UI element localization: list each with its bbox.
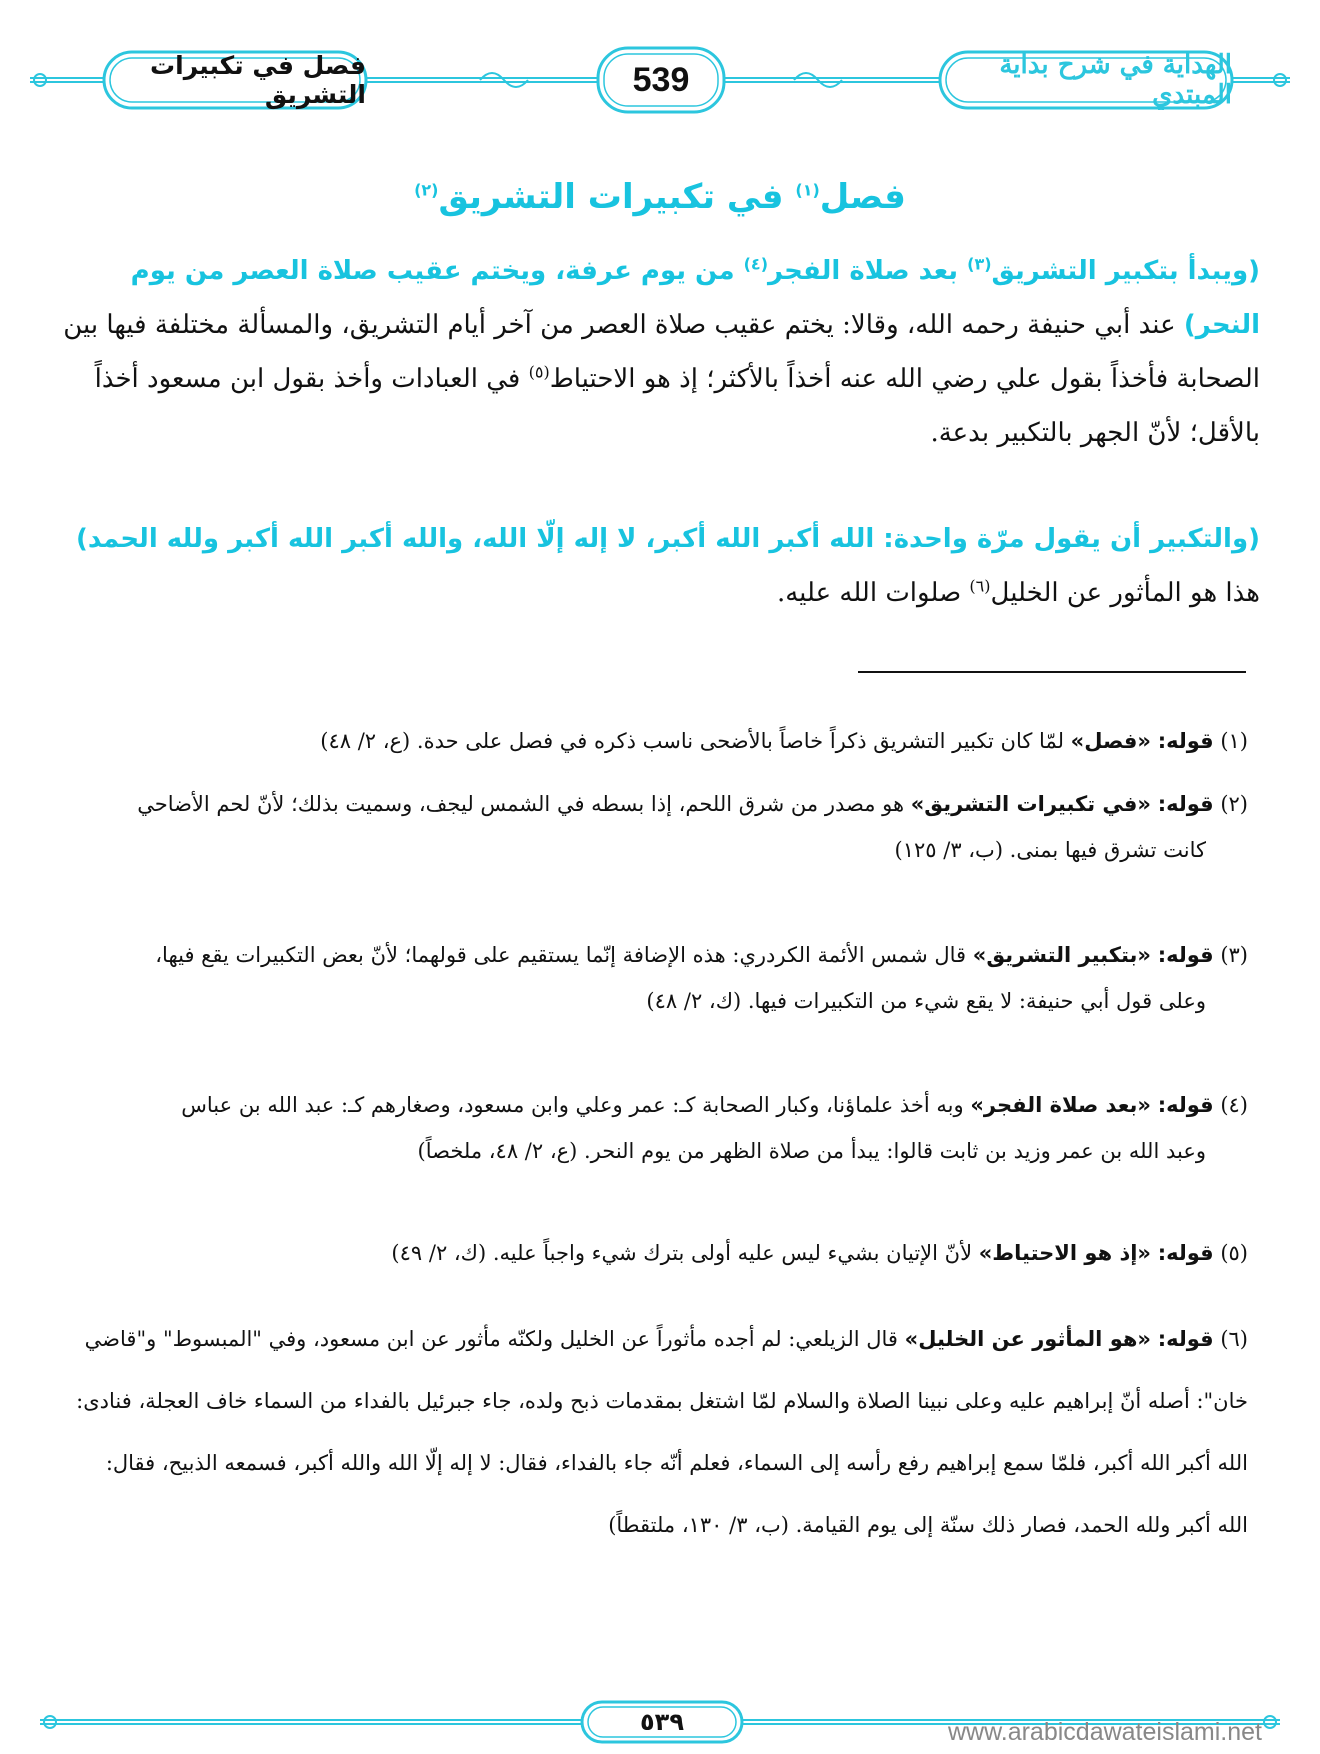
footnote-term: «فصل»: [1070, 729, 1151, 753]
matn-text-1c: من يوم عرفة، ويختم عقيب صلاة العصر من يوم النحر): [130, 256, 1260, 340]
footnote-text: قال الزيلعي: لم أجده مأثوراً عن الخليل ولكنّه مأثور عن ابن مسعود، وفي "المبسوط": [162, 1327, 905, 1351]
website-link[interactable]: www.arabicdawateislami.net: [947, 1718, 1262, 1746]
footnote-text: قال شمس الأئمة الكردري: هذه الإضافة إنّما يستقيم على قولهما؛ لأنّ بعض التكبيرات يقع فيها،: [155, 943, 973, 967]
header-book-title: الهداية في شرح بداية المبتدي: [999, 50, 1232, 110]
footnote-continuation: كانت تشرق فيها بمنى. (ب، ٣/ ١٢٥): [894, 838, 1206, 862]
sharh-text-2a: هذا هو المأثور عن الخليل: [990, 578, 1260, 608]
footnote-text: لمّا كان تكبير التشريق ذكراً خاصاً بالأضحى ناسب ذكره في فصل على حدة. (ع، ٢/ ٤٨): [320, 729, 1071, 753]
footnote-ref-5[interactable]: (٥): [528, 362, 550, 382]
footnote-number: (٦): [1220, 1327, 1248, 1351]
section-title: [60, 172, 1260, 222]
footnote-3: [70, 940, 1248, 1016]
footnote-6: [70, 1308, 1248, 1556]
footnote-separator: [858, 671, 1246, 673]
footnote-ref-2[interactable]: (٢): [414, 180, 439, 200]
footnote-number: (١): [1220, 729, 1248, 753]
footnote-2: [70, 789, 1248, 865]
footnote-term: «بتكبير التشريق»: [972, 943, 1151, 967]
footnote-1: [70, 726, 1248, 756]
footnote-4: [70, 1090, 1248, 1166]
title-word: فصل: [819, 177, 906, 217]
footnote-qawl: قوله:: [1157, 729, 1214, 753]
footer-page-number: ٥٣٩: [640, 1708, 684, 1736]
footnote-number: (٥): [1220, 1241, 1248, 1265]
title-rest: في تكبيرات التشريق: [438, 177, 796, 217]
header-chapter-title: فصل في تكبيرات التشريق: [150, 51, 366, 109]
footnote-ref-6[interactable]: (٦): [969, 576, 991, 596]
footnote-number: (٢): [1220, 792, 1248, 816]
footnote-continuation: وعبد الله بن عمر وزيد بن ثابت قالوا: يبدأ من صلاة الظهر من يوم النحر. (ع، ٢/ ٤٨، ملخصاً): [417, 1139, 1206, 1163]
sharh-text-2b: صلوات الله عليه.: [776, 578, 970, 608]
main-paragraph-1: [60, 244, 1260, 460]
footnote-term: «في تكبيرات التشريق»: [910, 792, 1151, 816]
footnote-continuation: و"قاضي خان": أصله أنّ إبراهيم عليه وعلى نبينا الصلاة والسلام لمّا اشتغل بمقدمات ذبح ولده، جاء جبرئيل بالفداء من السماء خاف العجلة، فنادى: الله أكبر الله أكبر، فلمّا سمع إبراهيم رفع رأسه إلى السماء، فعلم أنّه جاء بالفداء، فقال: لا إله إلّا الله والله أكبر، فسمعه الذبيح، فقال: الله أكبر ولله الحمد، فصار ذلك سنّة إلى يوم القيامة. (ب، ٣/ ١٣٠، ملتقطاً): [76, 1327, 1248, 1537]
header-page-number: 539: [632, 60, 690, 99]
footnote-qawl: قوله:: [1157, 1327, 1214, 1351]
footnote-number: (٣): [1220, 943, 1248, 967]
footnote-ref-1[interactable]: (١): [795, 180, 820, 200]
footnote-qawl: قوله:: [1157, 943, 1214, 967]
main-paragraph-2: [60, 512, 1260, 620]
footnote-qawl: قوله:: [1157, 1093, 1214, 1117]
footnote-number: (٤): [1220, 1093, 1248, 1117]
footnote-continuation: وعلى قول أبي حنيفة: لا يقع شيء من التكبيرات فيها. (ك، ٢/ ٤٨): [646, 989, 1206, 1013]
footnote-ref-3[interactable]: (٣): [967, 254, 992, 274]
matn-text-1b: بعد صلاة الفجر: [768, 256, 968, 286]
footnote-text: لأنّ الإتيان بشيء ليس عليه أولى بترك شيء واجباً عليه. (ك، ٢/ ٤٩): [391, 1241, 979, 1265]
footnote-text: وبه أخذ علماؤنا، وكبار الصحابة كـ: عمر وعلي وابن مسعود، وصغارهم كـ: عبد الله بن عباس: [181, 1093, 971, 1117]
footnote-qawl: قوله:: [1157, 792, 1214, 816]
footnote-ref-4[interactable]: (٤): [743, 254, 768, 274]
footnote-term: «هو المأثور عن الخليل»: [904, 1327, 1151, 1351]
matn-text-1a: (ويبدأ بتكبير التشريق: [991, 256, 1260, 286]
footnote-text: هو مصدر من شرق اللحم، إذا بسطه في الشمس ليجف، وسميت بذلك؛ لأنّ لحم الأضاحي: [137, 792, 911, 816]
sharh-text-1a: عند أبي حنيفة رحمه الله، وقالا: يختم عقيب صلاة العصر من آخر أيام التشريق، والمسألة مختلفة فيها بين الصحابة فأخذاً بقول علي رضي الله عنه أخذاً بالأكثر؛ إذ هو الاحتياط: [63, 310, 1260, 394]
footnote-term: «إذ هو الاحتياط»: [978, 1241, 1151, 1265]
footnote-5: [70, 1238, 1248, 1268]
footnote-term: «بعد صلاة الفجر»: [970, 1093, 1151, 1117]
sharh-text-1b: في العبادات وأخذ بقول ابن مسعود أخذاً بالأقل؛ لأنّ الجهر بالتكبير بدعة.: [94, 364, 1260, 448]
matn-text-2: (والتكبير أن يقول مرّة واحدة: الله أكبر الله أكبر، لا إله إلّا الله، والله أكبر الله أكبر ولله الحمد): [75, 524, 1260, 554]
footnote-qawl: قوله:: [1157, 1241, 1214, 1265]
